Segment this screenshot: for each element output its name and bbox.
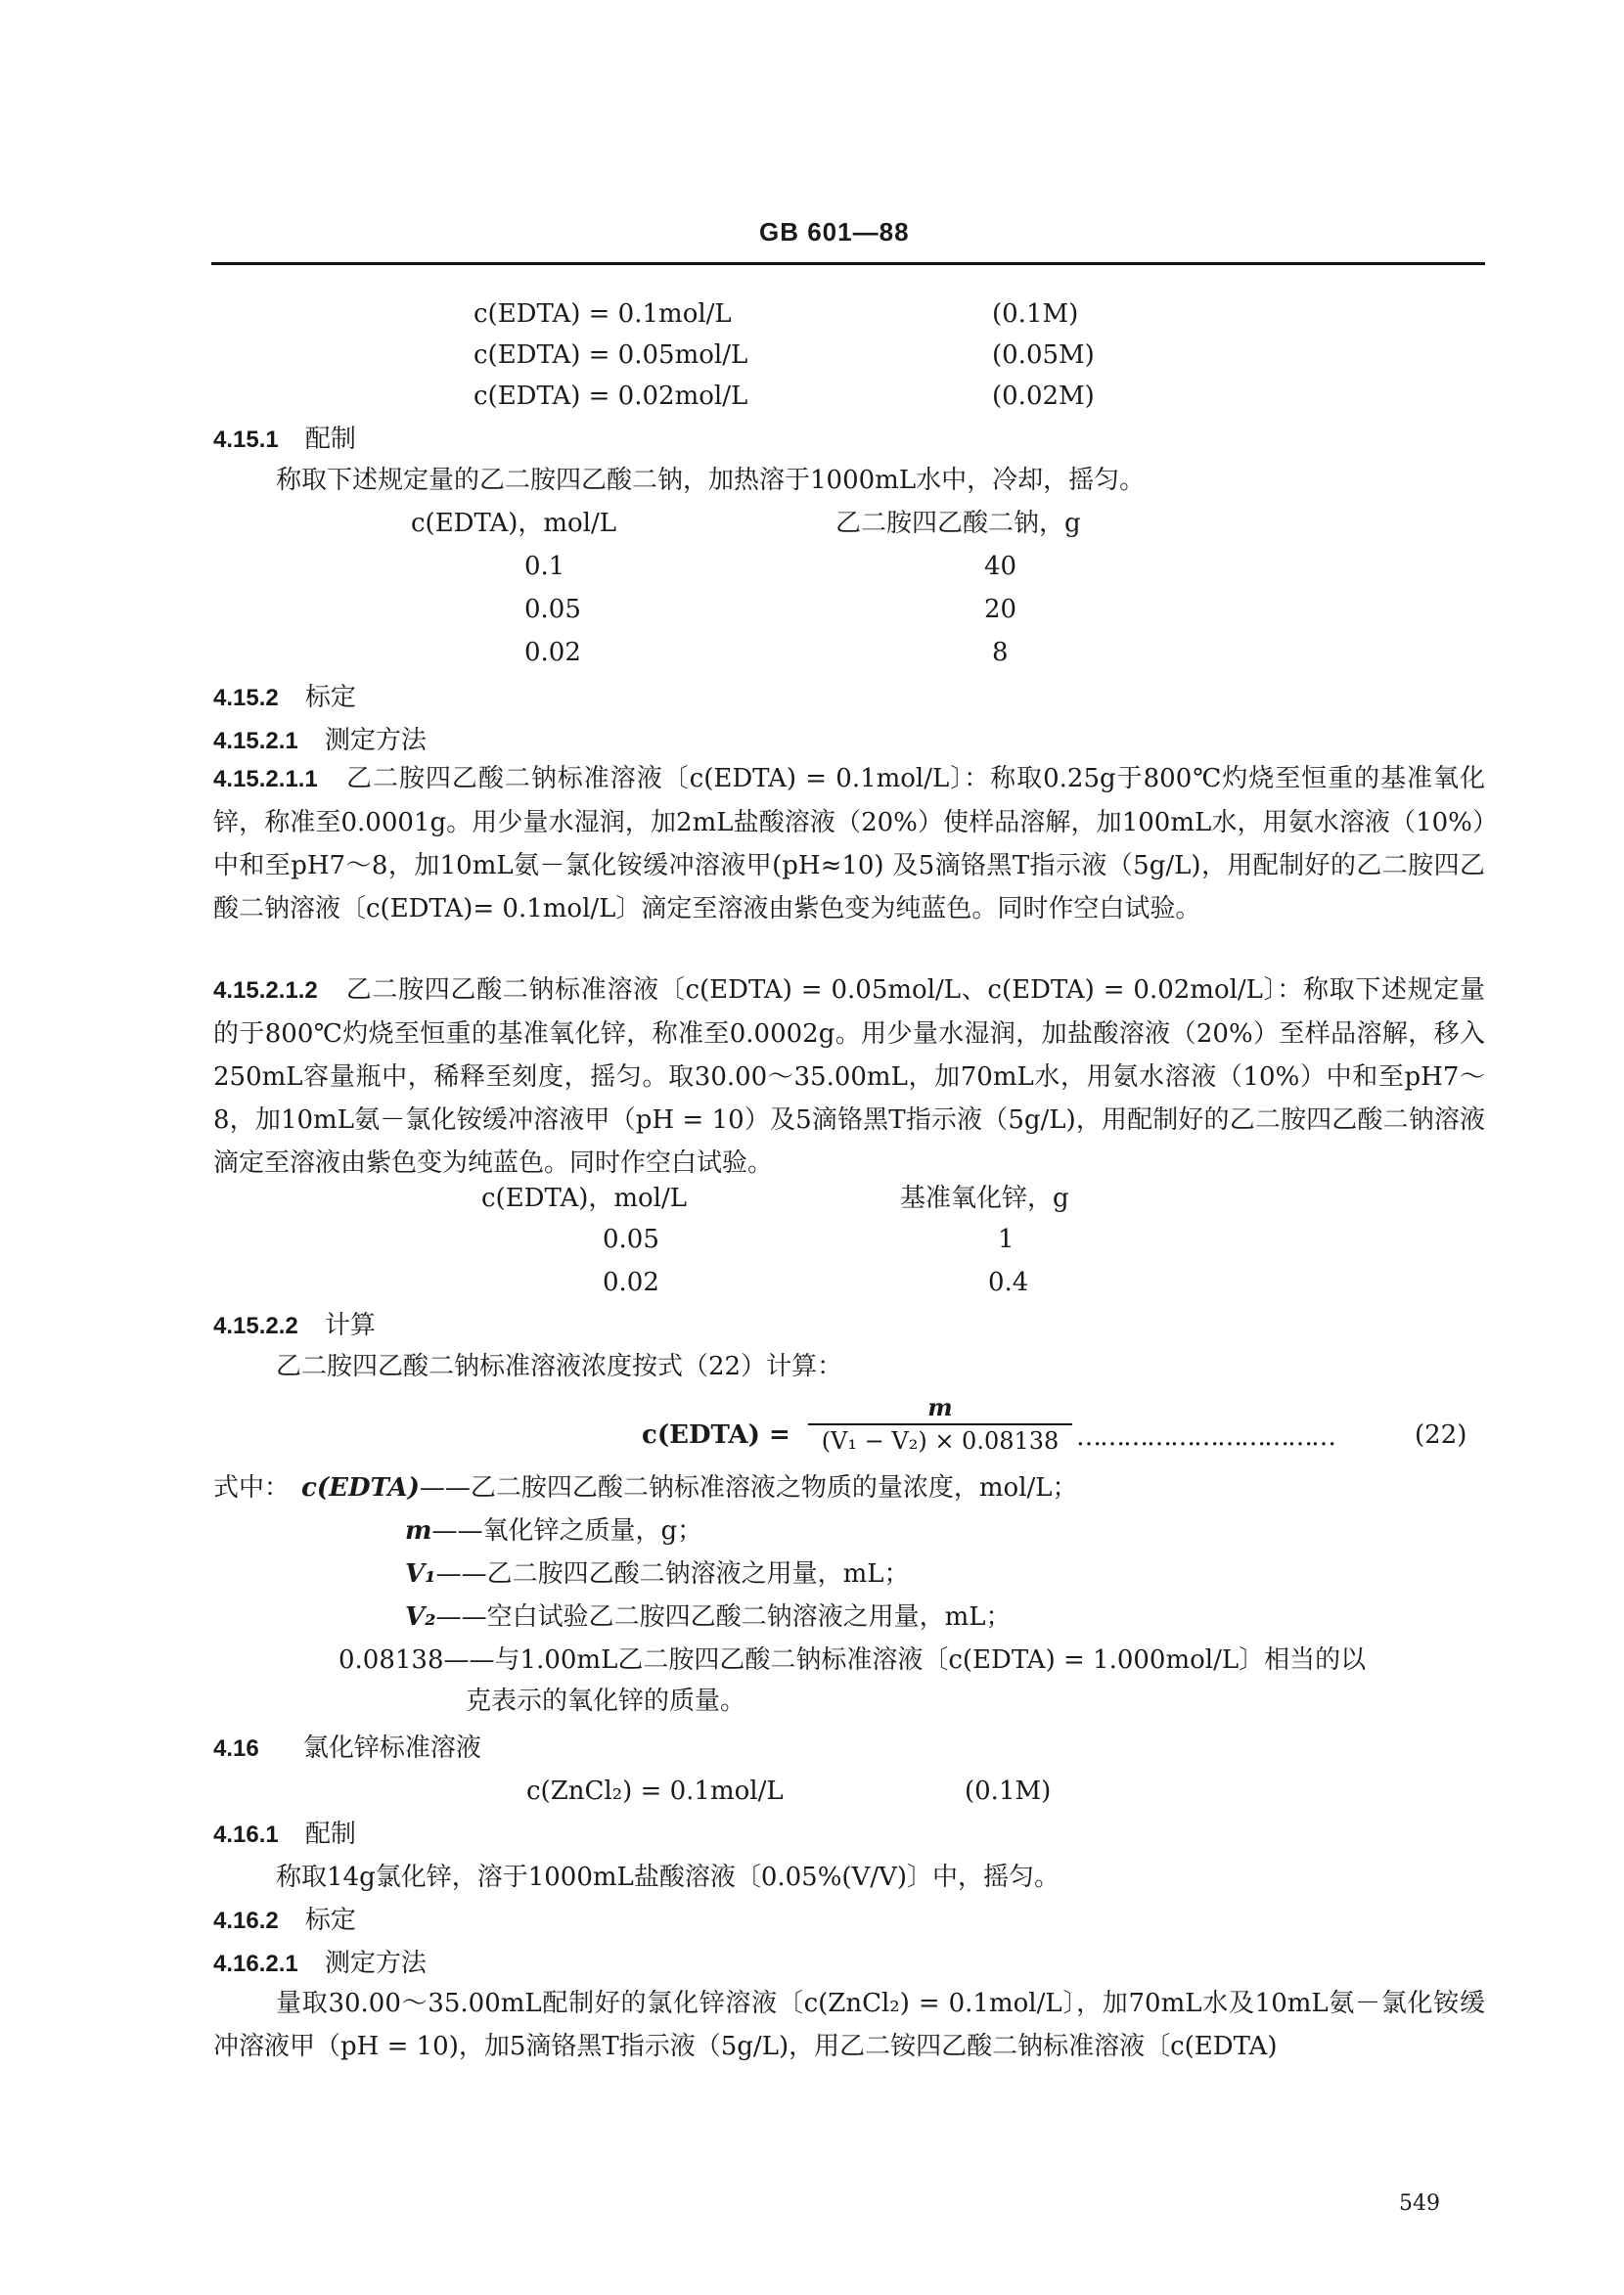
edta-conc-1-old: (0.1M) [992,299,1079,329]
section-4-15-2 [213,681,356,714]
table2-cell: 1 [998,1225,1015,1254]
where-item [405,1557,909,1591]
section-text: 乙二胺四乙酸二钠标准溶液〔c(EDTA) = 0.05mol/L、c(EDTA) = 0.02mol/L〕：称取下述规定量的于800℃灼烧至恒重的基准氧化锌，称准至0.0002g。用少量水湿润，加盐酸溶液（20%）至样品溶解，移入250mL容量瓶中，稀释至刻度，摇匀。取30.00～35.00mL，加70mL水，用氨水溶液（10%）中和至pH7～8，加10mL氨－氯化铵缓冲溶液甲（pH = 10）及5滴铬黑T指示液（5g/L)，用配制好的乙二胺四乙酸二钠溶液滴定至溶液由紫色变为纯蓝色。同时作空白试验。 [213,975,1486,1178]
section-4-15-2-1-1 [213,757,1485,930]
section-number: 4.15.2.1.1 [213,766,318,792]
where-dash: —— [435,1602,487,1632]
where-dash: —— [435,1559,487,1589]
where-item [405,1600,1011,1634]
section-4-15-2-2 [213,1309,376,1342]
table1-col2-header: 乙二胺四乙酸二钠，g [835,509,1081,538]
section-4-15-2-1 [213,724,427,757]
section-4-16-1-text: 称取14g氯化锌，溶于1000mL盐酸溶液〔0.05%(V/V)〕中，摇匀。 [276,1863,1060,1892]
header-rule [211,262,1485,265]
section-number: 4.15.2 [213,685,279,711]
section-4-16-2 [213,1904,356,1937]
section-number: 4.15.2.1.2 [213,977,318,1004]
where-symbol: 0.08138 [338,1645,444,1675]
edta-conc-1: c(EDTA) = 0.1mol/L [474,299,732,329]
table2-cell: 0.4 [988,1268,1029,1297]
section-title: 计算 [324,1311,376,1340]
formula-denominator: (V₁ − V₂) × 0.08138 [821,1427,1060,1455]
edta-conc-3: c(EDTA) = 0.02mol/L [474,382,748,411]
table1-cell: 0.1 [524,552,565,581]
table1-cell: 20 [984,595,1017,624]
where-desc: 空白试验乙二胺四乙酸二钠溶液之用量，mL； [486,1602,1012,1632]
where-symbol: c(EDTA) [301,1473,420,1503]
where-item [405,1514,702,1548]
where-desc: 乙二胺四乙酸二钠溶液之用量，mL； [486,1559,910,1589]
section-number: 4.15.1 [213,427,279,453]
where-desc: 与1.00mL乙二胺四乙酸二钠标准溶液〔c(EDTA) = 1.000mol/L〕相当的以 [494,1645,1367,1675]
section-4-16 [213,1732,481,1765]
zncl2-conc: c(ZnCl₂) = 0.1mol/L [526,1777,784,1806]
fraction-bar [808,1423,1072,1425]
edta-conc-2: c(EDTA) = 0.05mol/L [474,340,748,370]
where-symbol: m [405,1516,432,1546]
formula-numerator: m [927,1393,953,1421]
section-title: 标定 [304,1906,356,1935]
table1-cell: 0.05 [524,595,581,624]
section-number: 4.15.2.2 [213,1313,298,1339]
where-symbol: V₁ [405,1559,436,1589]
section-4-16-2-1 [213,1947,427,1980]
section-4-16-2-1-text: 量取30.00～35.00mL配制好的氯化锌溶液〔c(ZnCl₂) = 0.1mol/L〕，加70mL水及10mL氨－氯化铵缓冲溶液甲（pH = 10)，加5滴铬黑T指示液（5g/L)，用乙二铵四乙酸二钠标准溶液〔c(EDTA) [213,1989,1485,2061]
where-item [338,1643,1366,1677]
section-4-15-2-1-2 [213,968,1485,1185]
section-4-15-1 [213,423,356,456]
table1-cell: 8 [992,638,1009,667]
section-title: 测定方法 [324,726,427,755]
section-title: 氯化锌标准溶液 [302,1733,481,1763]
edta-conc-3-old: (0.02M) [992,382,1095,411]
section-text: 乙二胺四乙酸二钠标准溶液〔c(EDTA) = 0.1mol/L〕：称取0.25g于800℃灼烧至恒重的基准氧化锌，称准至0.0001g。用少量水湿润，加2mL盐酸溶液（20%）使样品溶解，加100mL水，用氨水溶液（10%）中和至pH7～8，加10mL氨－氯化铵缓冲溶液甲(pH≈10) 及5滴铬黑T指示液（5g/L)，用配制好的乙二胺四乙酸二钠溶液〔c(EDTA)= 0.1mol/L〕滴定至溶液由紫色变为纯蓝色。同时作空白试验。 [213,764,1486,923]
where-continuation: 克表示的氧化锌的质量。 [466,1687,746,1716]
table1-col1-header: c(EDTA)，mol/L [411,509,617,538]
section-4-16-1 [213,1818,356,1851]
formula-number: (22) [1415,1420,1467,1450]
where-item [301,1471,1078,1505]
document-header: GB 601—88 [759,217,910,247]
section-4-15-2-2-text: 乙二胺四乙酸二钠标准溶液浓度按式（22）计算： [276,1352,843,1381]
where-symbol: V₂ [405,1602,436,1632]
where-desc: 乙二胺四乙酸二钠标准溶液之物质的量浓度，mol/L； [470,1473,1078,1503]
section-number: 4.16.2 [213,1908,279,1934]
section-title: 测定方法 [324,1949,427,1978]
where-dash: —— [443,1645,495,1675]
formula-leader-dots: …………………………… [1076,1422,1334,1452]
table2-cell: 0.05 [603,1225,659,1254]
section-number: 4.15.2.1 [213,728,298,754]
table2-cell: 0.02 [603,1268,659,1297]
where-dash: —— [431,1516,483,1546]
section-title: 配制 [304,1820,356,1849]
table2-col1-header: c(EDTA)，mol/L [481,1184,688,1213]
table2-col2-header: 基准氧化锌，g [900,1184,1069,1213]
formula-lhs: c(EDTA) = [642,1420,790,1450]
table1-cell: 40 [984,552,1017,581]
table1-cell: 0.02 [524,638,581,667]
formula-fraction [808,1393,1072,1455]
where-lead: 式中： [213,1473,291,1503]
section-number: 4.16.1 [213,1822,279,1848]
where-desc: 氧化锌之质量，g； [482,1516,703,1546]
section-title: 标定 [304,683,356,712]
section-4-15-1-text: 称取下述规定量的乙二胺四乙酸二钠，加热溶于1000mL水中，冷却，摇匀。 [276,466,1146,495]
page-number: 549 [1399,2191,1440,2216]
where-dash: —— [419,1473,471,1503]
edta-conc-2-old: (0.05M) [992,340,1095,370]
zncl2-conc-old: (0.1M) [965,1777,1052,1806]
section-number: 4.16 [213,1735,259,1762]
section-number: 4.16.2.1 [213,1951,298,1977]
section-title: 配制 [304,425,356,454]
